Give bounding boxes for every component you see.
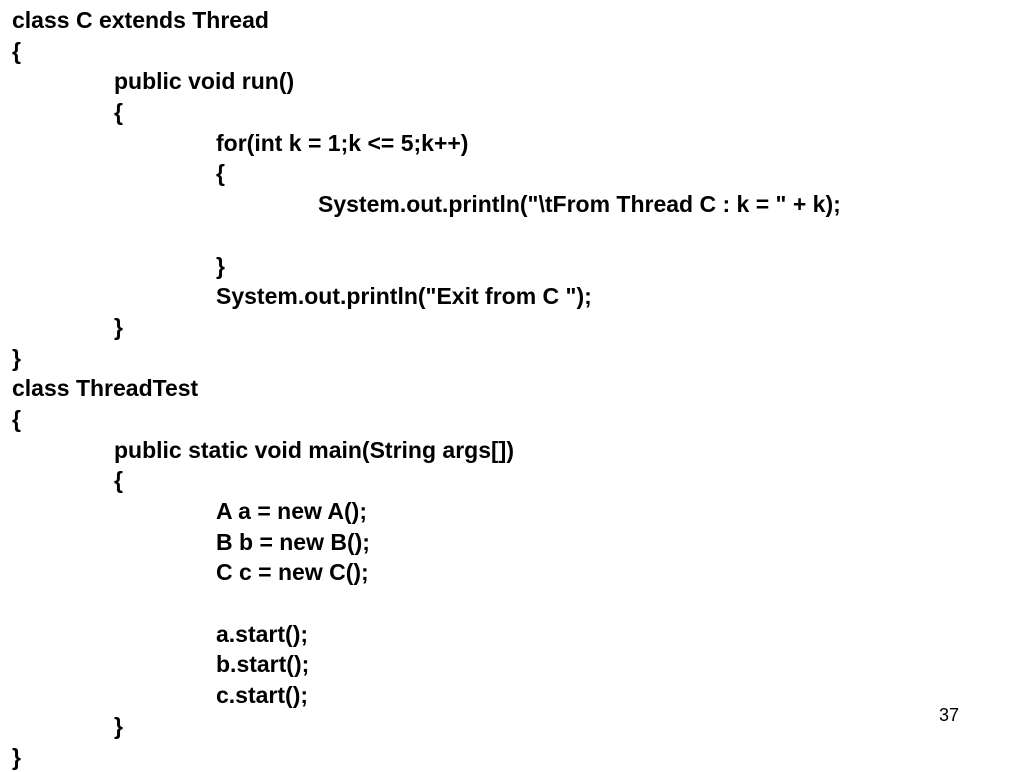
code-line: class C extends Thread [12, 5, 841, 36]
code-line: { [12, 36, 841, 67]
code-line: B b = new B(); [12, 527, 841, 558]
code-line: } [12, 251, 841, 282]
code-line: for(int k = 1;k <= 5;k++) [12, 128, 841, 159]
code-line: A a = new A(); [12, 496, 841, 527]
page-number: 37 [939, 705, 959, 726]
code-line-blank [12, 588, 841, 619]
code-line: } [12, 711, 841, 742]
code-line: public void run() [12, 66, 841, 97]
code-line: C c = new C(); [12, 557, 841, 588]
code-line: { [12, 97, 841, 128]
code-line: System.out.println("\tFrom Thread C : k = " + k); [12, 189, 841, 220]
code-line: { [12, 465, 841, 496]
code-line: public static void main(String args[]) [12, 435, 841, 466]
code-line: { [12, 404, 841, 435]
code-line: } [12, 742, 841, 772]
code-line: a.start(); [12, 619, 841, 650]
code-line: } [12, 312, 841, 343]
code-line: } [12, 343, 841, 374]
code-line: b.start(); [12, 649, 841, 680]
code-line: class ThreadTest [12, 373, 841, 404]
code-line: { [12, 158, 841, 189]
code-line: System.out.println("Exit from C "); [12, 281, 841, 312]
code-listing [12, 5, 841, 772]
code-line-blank [12, 220, 841, 251]
code-line: c.start(); [12, 680, 841, 711]
